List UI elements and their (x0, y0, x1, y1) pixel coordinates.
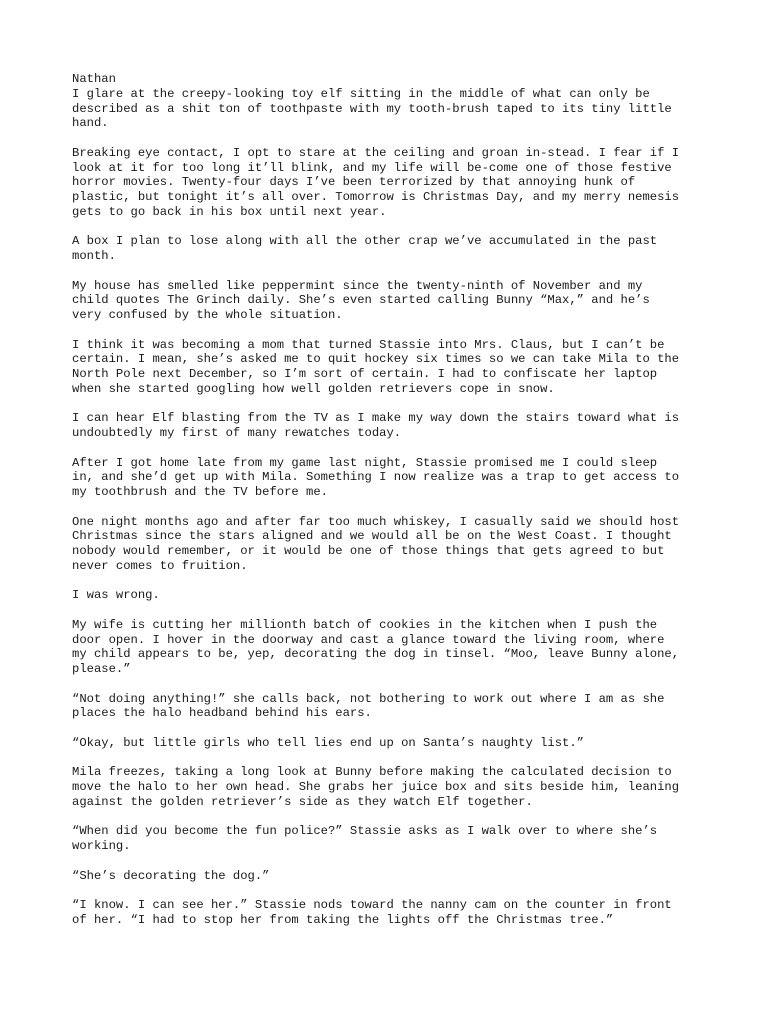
paragraph: Breaking eye contact, I opt to stare at the ceiling and groan in-stead. I fear if I look at it for too long it’ll blink, and my life will be-come one of those festive horror movies. Twenty-four days I’ve been terrorized by that annoying hunk of plastic, but tonight it’s all over. Tomorrow is Christmas Day, and my merry nemesis gets to go back in his box until next year. (72, 145, 680, 219)
document-page (72, 72, 712, 942)
paragraph: “I know. I can see her.” Stassie nods toward the nanny cam on the counter in front of her. “I had to stop her from taking the lights off the Christmas tree.” (72, 898, 672, 927)
paragraph: “When did you become the fun police?” Stassie asks as I walk over to where she’s working. (72, 824, 658, 853)
chapter-heading: Nathan (72, 72, 116, 86)
paragraph: I can hear Elf blasting from the TV as I make my way down the stairs toward what is undoubtedly my first of many rewatches today. (72, 411, 680, 440)
paragraph: My wife is cutting her millionth batch of cookies in the kitchen when I push the door open. I hover in the doorway and cast a glance toward the living room, where my child appears to be, yep, decorating the dog in tinsel. “Moo, leave Bunny alone, please.” (72, 617, 680, 676)
paragraph: Mila freezes, taking a long look at Bunny before making the calculated decision to move the halo to her own head. She grabs her juice box and sits beside him, leaning against the golden retriever’s side as they watch Elf together. (72, 765, 680, 809)
paragraph: I was wrong. (72, 588, 160, 603)
paragraph: I think it was becoming a mom that turned Stassie into Mrs. Claus, but I can’t be certain. I mean, she’s asked me to quit hockey six times so we can take Mila to the North Pole next December, so I’m sort of certain. I had to confiscate her laptop when she started googling how well golden retrievers cope in snow. (72, 337, 680, 396)
paragraph: One night months ago and after far too much whiskey, I casually said we should host Christmas since the stars aligned and we would all be on the West Coast. I thought nobody would remember, or it would be one of those things that gets agreed to but never comes to fruition. (72, 514, 680, 573)
paragraph: A box I plan to lose along with all the other crap we’ve accumulated in the past month. (72, 234, 658, 263)
paragraph: “She’s decorating the dog.” (72, 868, 270, 883)
paragraph: I glare at the creepy-looking toy elf sitting in the middle of what can only be described as a shit ton of toothpaste with my tooth-brush taped to its tiny little hand. (72, 86, 672, 131)
paragraph: “Okay, but little girls who tell lies end up on Santa’s naughty list.” (72, 735, 584, 750)
paragraph: My house has smelled like peppermint since the twenty-ninth of November and my child quotes The Grinch daily. She’s even started calling Bunny “Max,” and he’s very confused by the whole situation. (72, 278, 650, 322)
paragraph: After I got home late from my game last night, Stassie promised me I could sleep in, and she’d get up with Mila. Something I now realize was a trap to get access to my toothbrush and the TV before me. (72, 455, 680, 499)
paragraph: “Not doing anything!” she calls back, not bothering to work out where I am as she places the halo headband behind his ears. (72, 691, 665, 721)
